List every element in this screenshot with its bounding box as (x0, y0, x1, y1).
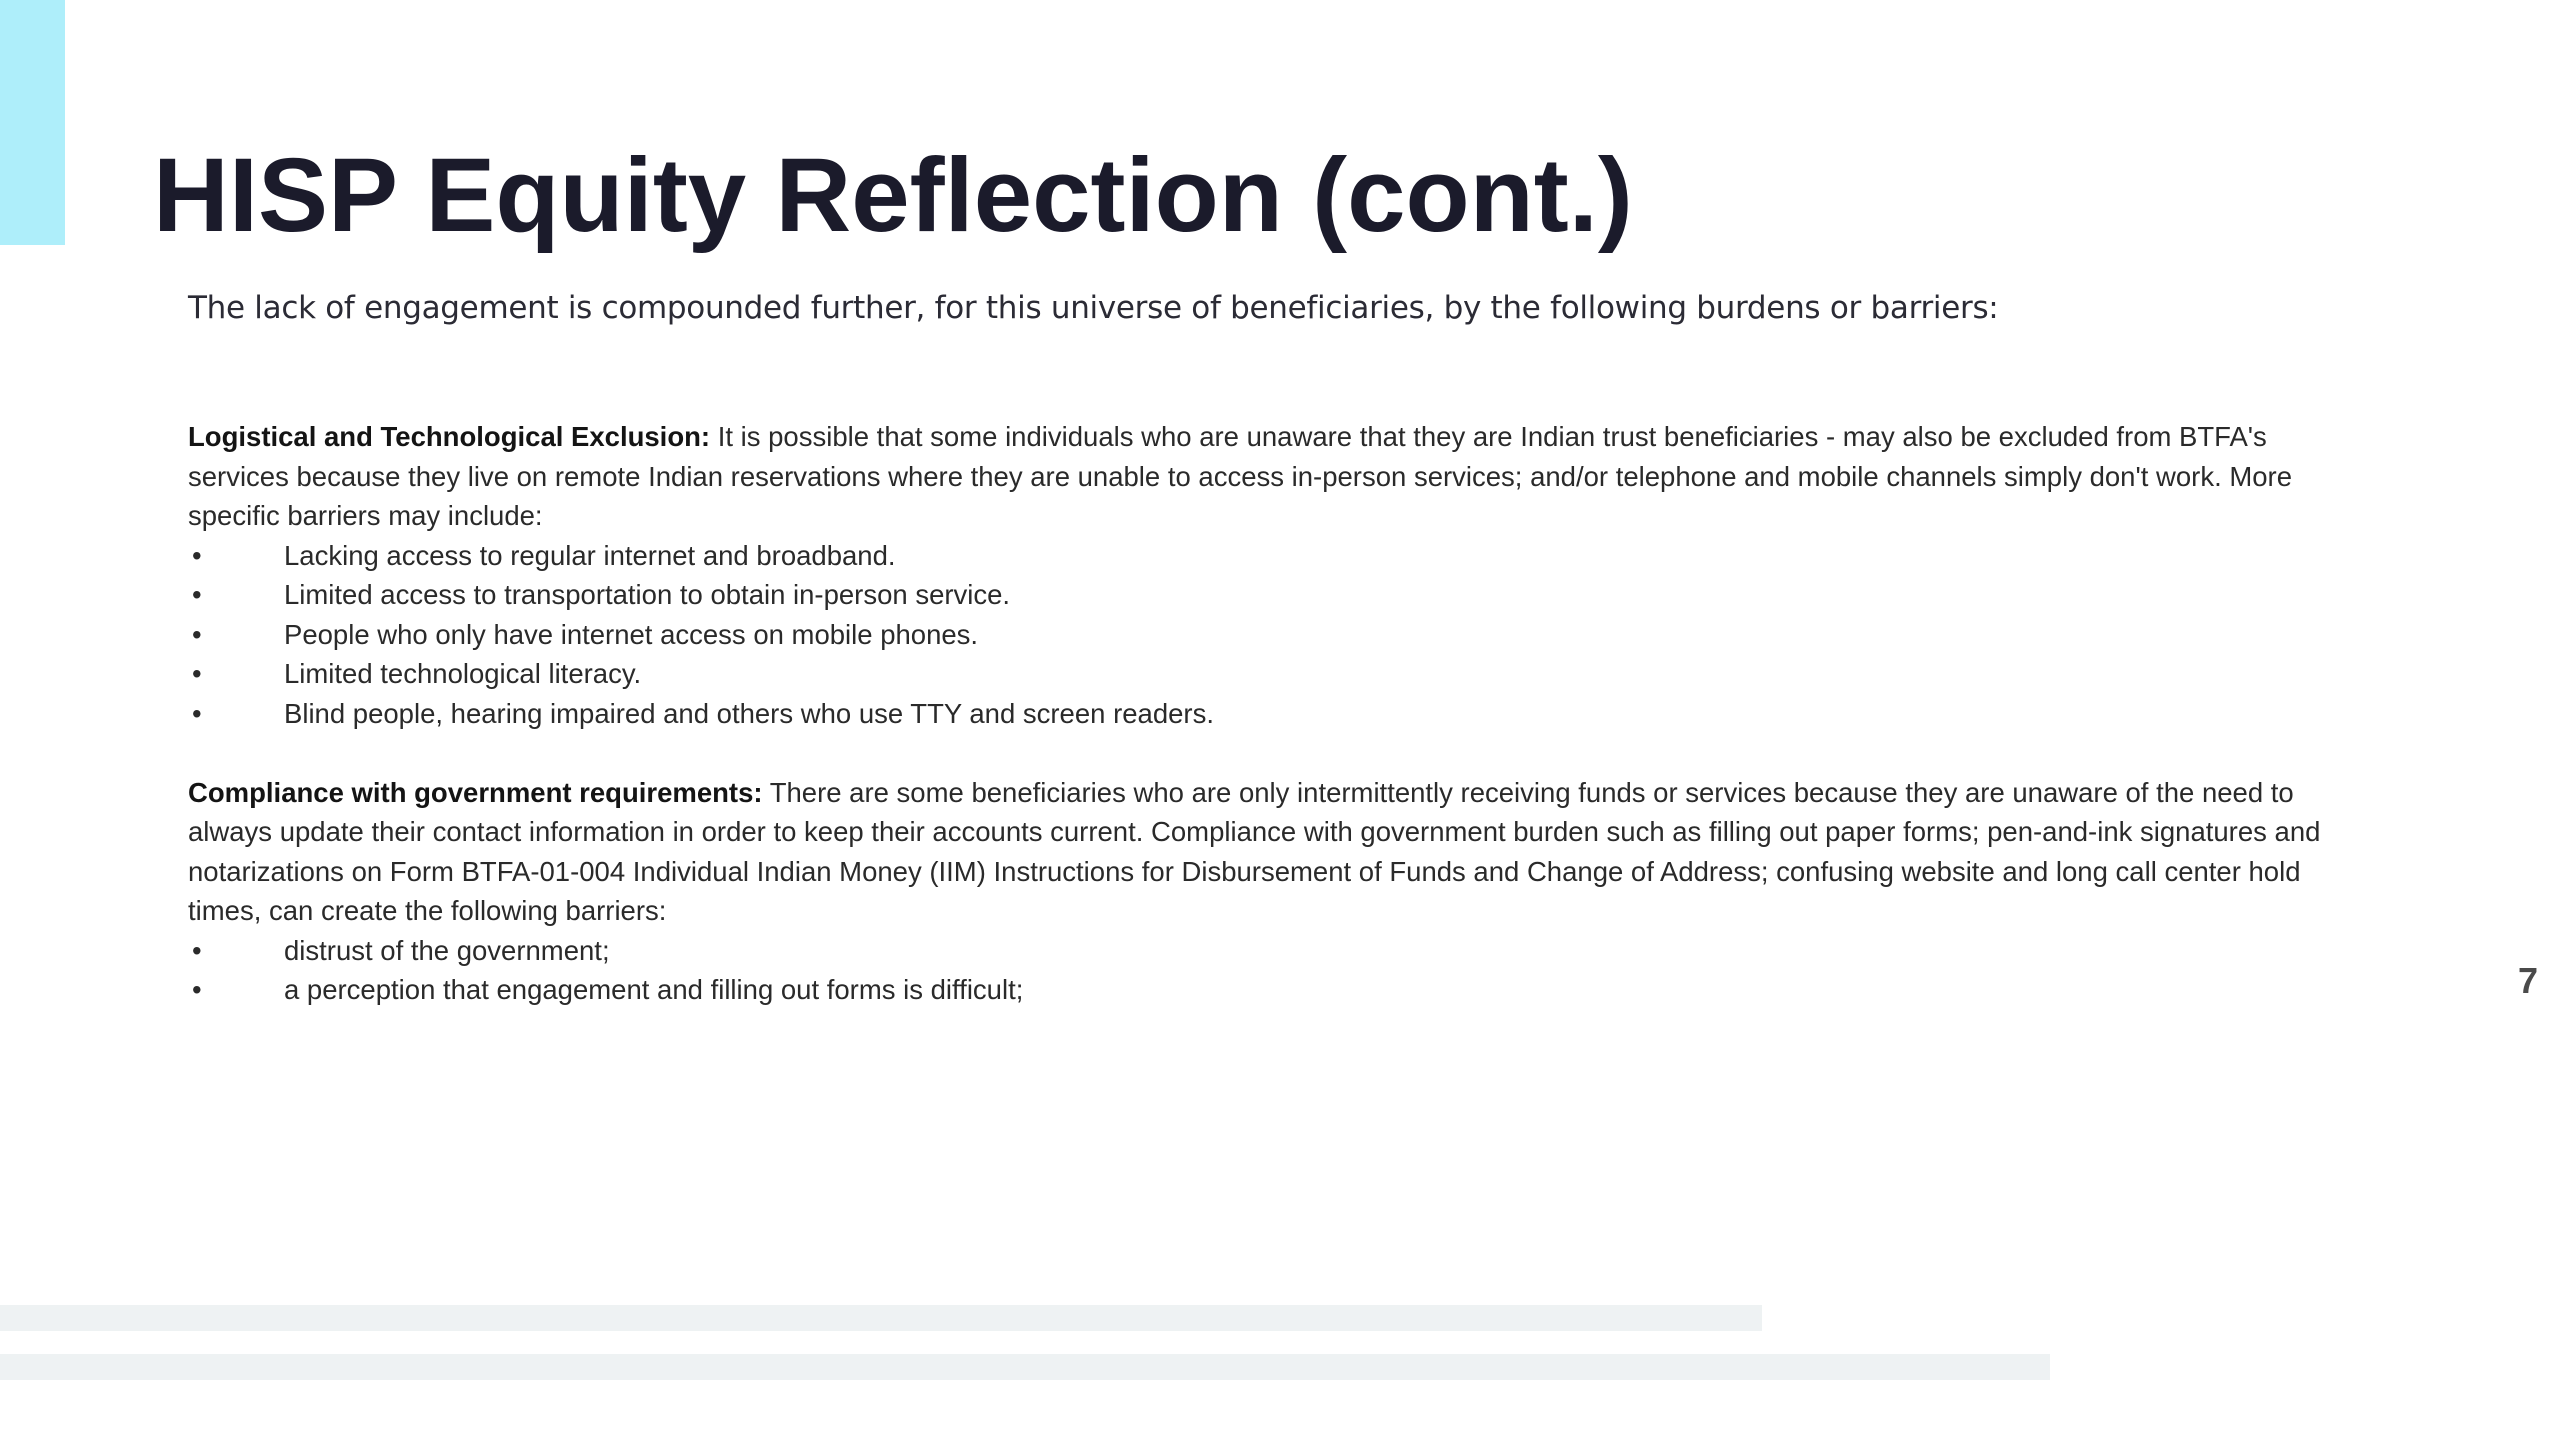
list-item-text: Limited access to transportation to obtain in-person service. (284, 579, 1011, 610)
list-item-text: People who only have internet access on mobile phones. (284, 618, 979, 650)
list-item-text: distrust of the government; (284, 934, 610, 966)
list-item (188, 970, 2358, 1010)
section-text: It is possible that some individuals who are unaware that they are Indian trust beneficiaries - may also be excluded from BTFA's services because they live on remote Indian reservations where they are unable to access in-person services; and/or telephone and mobile channels simply don't work. More specific barriers may include: (188, 421, 2293, 531)
slide-body (188, 417, 2358, 1010)
bullet-list-compliance (188, 931, 2358, 1010)
list-item (188, 575, 2358, 615)
decorative-bar (0, 1305, 1762, 1331)
section-heading: Compliance with government requirements: (188, 776, 763, 808)
section-text: There are some beneficiaries who are only intermittently receiving funds or services because they are unaware of the need to always update their contact information in order to keep their accounts current. Compliance with government burden such as filling out paper forms; pen-and-ink signatures and notarizations on Form BTFA-01-004 Individual Indian Money (IIM) Instructions for Disbursement of Funds and Change of Address; confusing website and long call center hold times, can create the following barriers: (188, 776, 2321, 926)
bullet-icon: • (192, 697, 202, 729)
section-heading: Logistical and Technological Exclusion: (188, 421, 711, 452)
list-item-text: Limited technological literacy. (284, 658, 642, 689)
bullet-list-logistical (188, 536, 2358, 734)
list-item-text: a perception that engagement and filling out forms is difficult; (284, 974, 1024, 1005)
list-item (188, 615, 2358, 655)
list-item (188, 654, 2358, 694)
slide-title: HISP Equity Reflection (cont.) (153, 137, 1633, 254)
list-item (188, 536, 2358, 576)
bullet-icon: • (192, 974, 202, 1005)
section-logistical-exclusion (188, 417, 2358, 536)
paragraph-spacer (188, 733, 2358, 773)
bullet-icon: • (192, 579, 202, 610)
bullet-icon: • (192, 658, 202, 689)
list-item (188, 694, 2358, 734)
bullet-icon: • (192, 618, 202, 650)
bullet-icon: • (192, 934, 202, 966)
bullet-icon: • (192, 539, 202, 571)
decorative-bar (0, 1354, 2050, 1380)
list-item (188, 931, 2358, 971)
section-compliance (188, 773, 2358, 931)
accent-bar (0, 0, 65, 245)
list-item-text: Blind people, hearing impaired and others who use TTY and screen readers. (284, 697, 1214, 729)
intro-text: The lack of engagement is compounded further, for this universe of beneficiaries, by the following burdens or barriers: (188, 290, 1999, 326)
page-number: 7 (2518, 960, 2539, 1001)
list-item-text: Lacking access to regular internet and broadband. (284, 539, 896, 571)
